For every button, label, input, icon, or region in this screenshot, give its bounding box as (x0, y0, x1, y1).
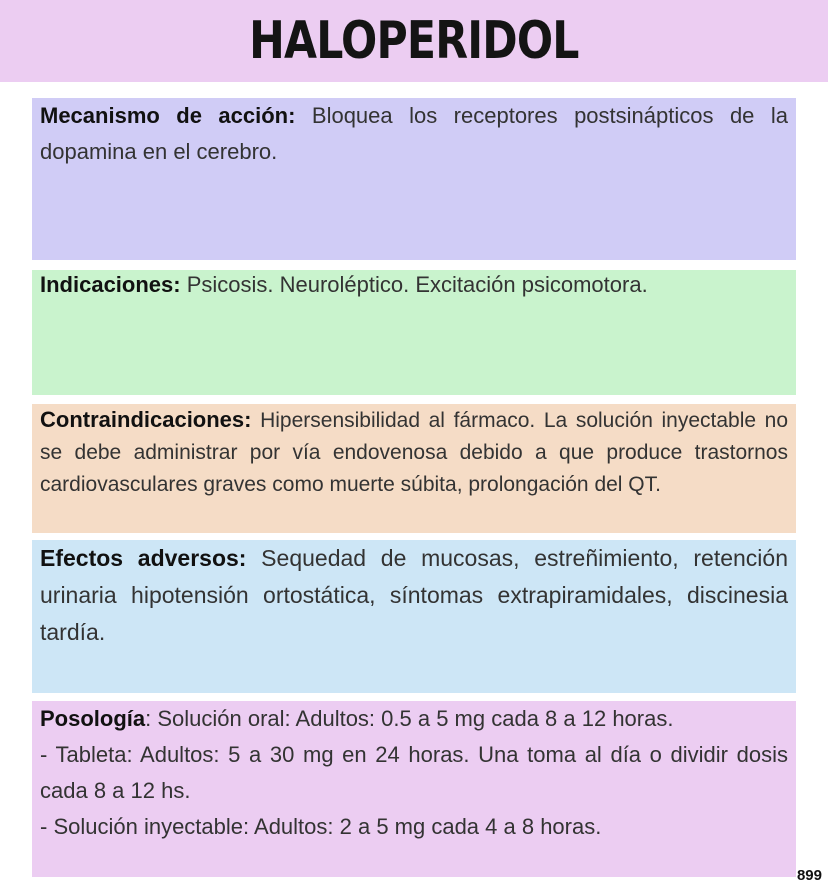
title-banner (0, 0, 828, 82)
contraindicaciones-text: Hipersensibilidad al fármaco. La solución inyectable no se debe administrar por vía endovenosa debido a que produce trastornos cardiovasculares graves como muerte súbita, prolongación del QT. (40, 409, 788, 496)
indicaciones-card (32, 270, 796, 395)
posologia-line-2: - Tableta: Adultos: 5 a 30 mg en 24 horas. Una toma al día o dividir dosis cada 8 a 12 hs. (40, 742, 788, 803)
efectos-card (32, 540, 796, 693)
posologia-label: Posología (40, 706, 146, 731)
mecanismo-paragraph (40, 98, 788, 170)
efectos-text: Sequedad de mucosas, estreñimiento, retención urinaria hipotensión ortostática, síntomas extrapiramidales, discinesia tardía. (40, 545, 788, 645)
mecanismo-text: Bloquea los receptores postsinápticos de la dopamina en el cerebro. (40, 103, 788, 164)
contraindicaciones-card (32, 404, 796, 533)
mecanismo-card (32, 98, 796, 260)
efectos-label: Efectos adversos: (40, 545, 247, 571)
posologia-line-1-text: : Solución oral: Adultos: 0.5 a 5 mg cada 8 a 12 horas. (145, 706, 674, 731)
indicaciones-label: Indicaciones: (40, 272, 181, 297)
mecanismo-label: Mecanismo de acción: (40, 103, 296, 128)
posologia-line-1 (40, 701, 788, 737)
efectos-paragraph (40, 540, 788, 651)
indicaciones-text: Psicosis. Neuroléptico. Excitación psicomotora. (180, 272, 648, 297)
contraindicaciones-paragraph (40, 404, 788, 501)
indicaciones-paragraph (40, 270, 788, 300)
page-number: 899 (796, 867, 822, 884)
contraindicaciones-label: Contraindicaciones: (40, 407, 252, 432)
posologia-line-3: - Solución inyectable: Adultos: 2 a 5 mg cada 4 a 8 horas. (40, 814, 602, 839)
posologia-card (32, 701, 796, 877)
page-title: HALOPERIDOL (249, 11, 579, 71)
